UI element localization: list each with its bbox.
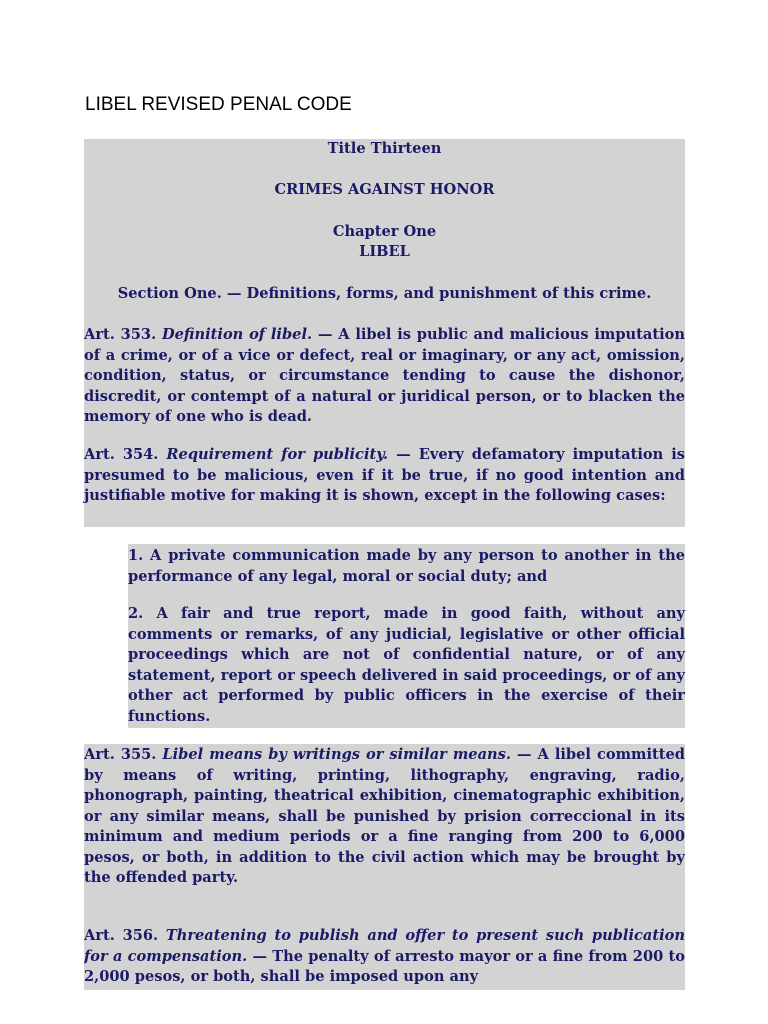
article-355-text: — A libel committed by means of writing, printing, lithography, engraving, radio, phonograph, painting, theatrical exhibition, cinematographic exhibition, or any similar means, shall be punished by prision correccional in its minimum and medium periods or a fine ranging from 200 to 6,000 pesos, or both, in addition to the civil action which may be brought by the offended party.	[84, 746, 685, 886]
article-353-text: — A libel is public and malicious imputation of a crime, or of a vice or defect, real or imaginary, or any act, omission, condition, status, or circumstance tending to cause the dishonor, discredit, or contempt of a natural or juridical person, or to blacken the memory of one who is dead.	[84, 326, 685, 425]
article-354-heading: Requirement for publicity.	[166, 446, 389, 463]
article-356-label: Art. 356.	[84, 927, 159, 944]
document-title: LIBEL REVISED PENAL CODE	[85, 94, 352, 115]
article-355-label: Art. 355.	[84, 746, 157, 763]
title-thirteen: Title Thirteen	[327, 140, 442, 157]
exception-item: 2. A fair and true report, made in good faith, without any comments or remarks, of any judicial, legislative or other official proceedings which are not of confidential nature, or of any statement, report or speech delivered in said proceedings, or of any other act performed by public officers in the exercise of their functions.	[128, 605, 685, 725]
article-356	[84, 926, 685, 988]
article-354-label: Art. 354.	[84, 446, 159, 463]
code-excerpt-block-2	[84, 744, 685, 990]
section-heading: Section One. — Definitions, forms, and punishment of this crime.	[117, 285, 652, 302]
exception-item: 1. A private communication made by any person to another in the performance of any legal, moral or social duty; and	[128, 547, 685, 585]
article-353-heading: Definition of libel.	[161, 326, 313, 343]
code-excerpt-block-1	[84, 139, 685, 527]
article-355	[84, 745, 685, 889]
article-356-text: — The penalty of arresto mayor or a fine from 200 to 2,000 pesos, or both, shall be imposed upon any	[84, 947, 685, 985]
article-354-text: — Every defamatory imputation is presumed to be malicious, even if it be true, if no good intention and justifiable motive for making it is shown, except in the following cases:	[84, 446, 685, 504]
article-353-label: Art. 353.	[84, 326, 157, 343]
article-353	[84, 325, 685, 428]
exceptions-block	[128, 544, 685, 728]
chapter-name: LIBEL	[359, 243, 410, 260]
article-354	[84, 445, 685, 507]
article-355-heading: Libel means by writings or similar means.	[162, 746, 511, 763]
chapter-heading: Chapter One	[332, 223, 437, 240]
article-356-heading: Threatening to publish and offer to present such publication for a compensation.	[84, 927, 685, 965]
crimes-against-honor-heading: CRIMES AGAINST HONOR	[274, 181, 495, 198]
